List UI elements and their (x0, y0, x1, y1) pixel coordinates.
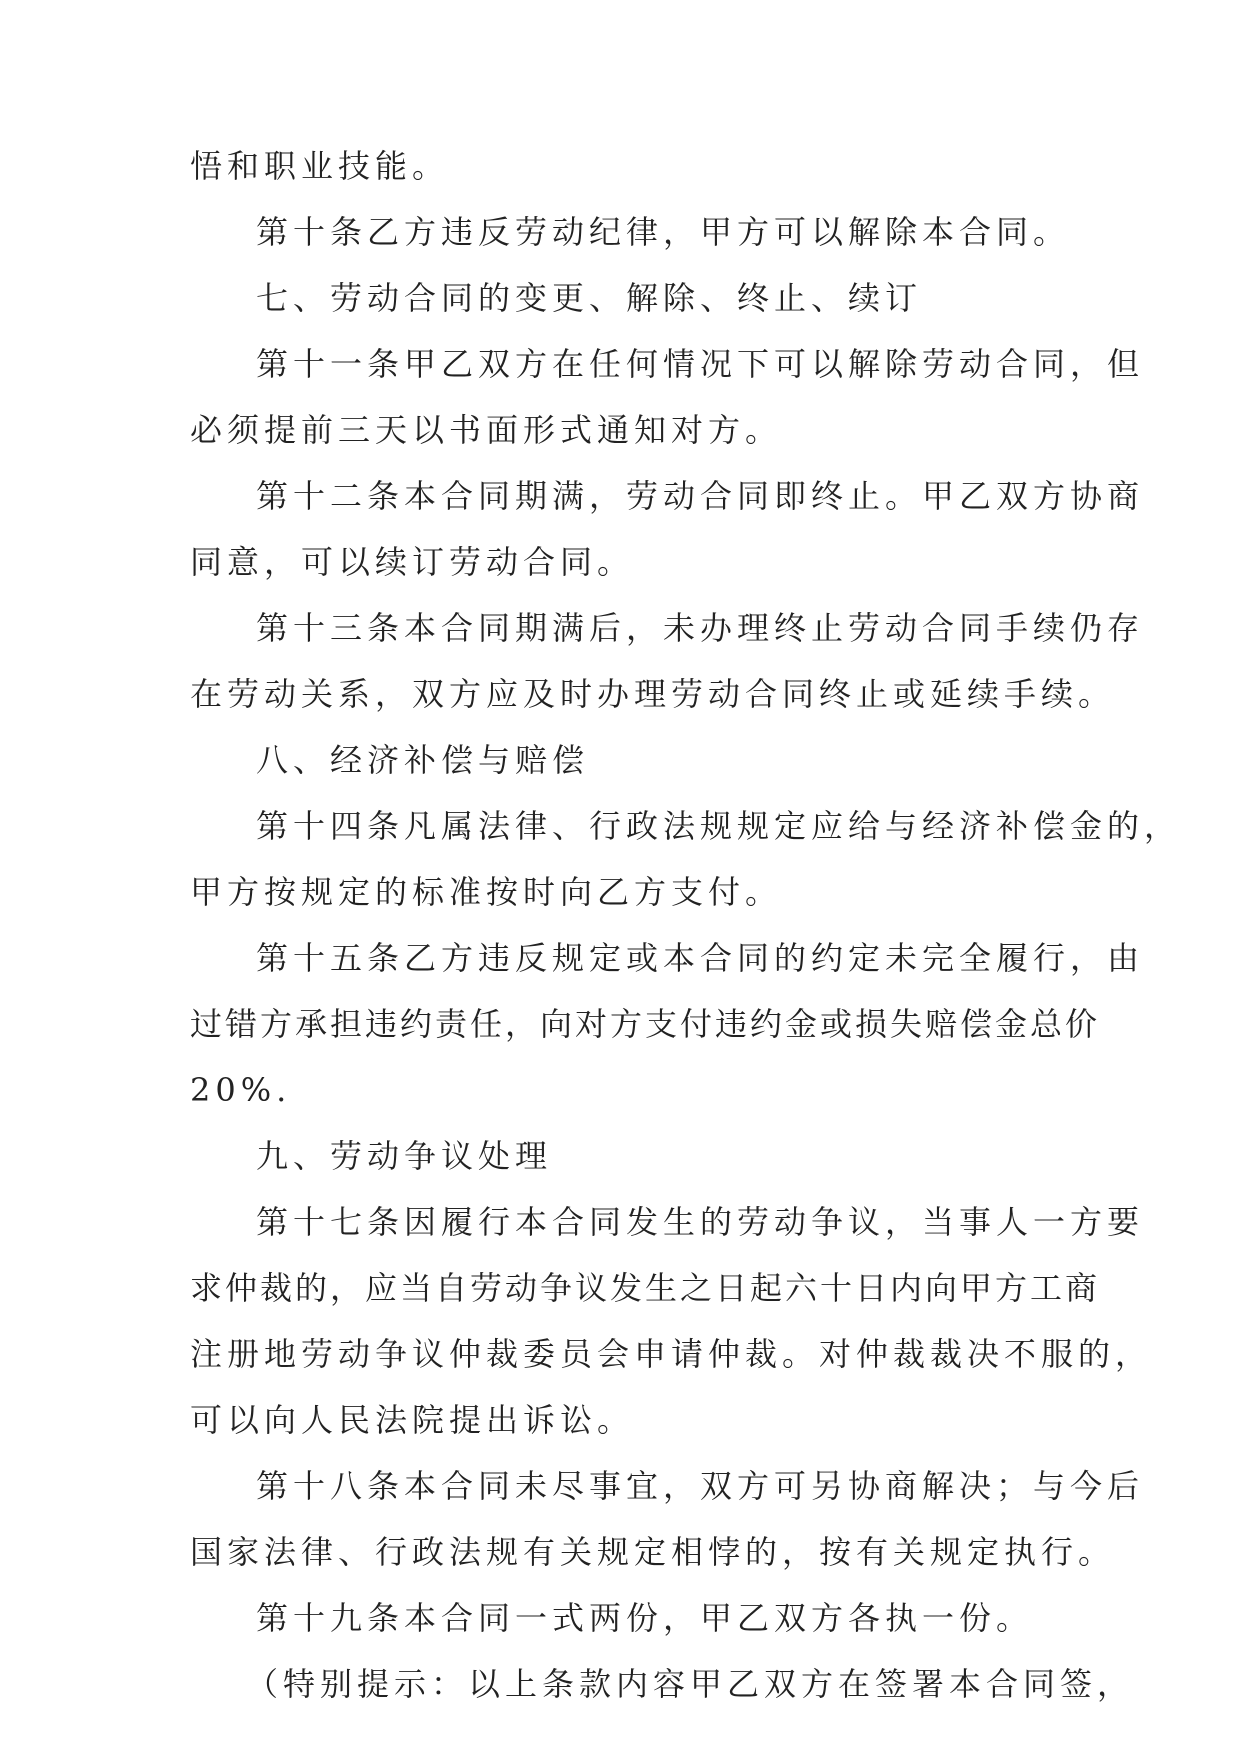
text-line: 过错方承担违约责任，向对方支付违约金或损失赔偿金总价 (190, 1005, 1101, 1043)
article-10: 第十条乙方违反劳动纪律，甲方可以解除本合同。 (256, 213, 1071, 251)
section-heading-8: 八、经济补偿与赔偿 (256, 741, 590, 779)
article-14: 第十四条凡属法律、行政法规规定应给与经济补偿金的， (256, 807, 1182, 845)
article-12: 第十二条本合同期满，劳动合同即终止。甲乙双方协商 (256, 477, 1145, 515)
text-line: 可以向人民法院提出诉讼。 (190, 1401, 635, 1439)
text-line: 注册地劳动争议仲裁委员会申请仲裁。对仲裁裁决不服的， (190, 1335, 1153, 1373)
article-18: 第十八条本合同未尽事宜，双方可另协商解决；与今后 (256, 1467, 1145, 1505)
text-line: 同意，可以续订劳动合同。 (190, 543, 635, 581)
text-line: 国家法律、行政法规有关规定相悖的，按有关规定执行。 (190, 1533, 1116, 1571)
special-note: （特别提示：以上条款内容甲乙双方在签署本合同签， (246, 1665, 1135, 1703)
section-heading-7: 七、劳动合同的变更、解除、终止、续订 (256, 279, 923, 317)
text-line: 甲方按规定的标准按时向乙方支付。 (190, 873, 783, 911)
article-19: 第十九条本合同一式两份，甲乙双方各执一份。 (256, 1599, 1034, 1637)
article-15: 第十五条乙方违反规定或本合同的约定未完全履行，由 (256, 939, 1145, 977)
article-13: 第十三条本合同期满后，未办理终止劳动合同手续仍存 (256, 609, 1145, 647)
text-line: 求仲裁的，应当自劳动争议发生之日起六十日内向甲方工商 (190, 1269, 1101, 1307)
text-line: 20%. (190, 1071, 292, 1109)
section-heading-9: 九、劳动争议处理 (256, 1137, 553, 1175)
text-line: 在劳动关系，双方应及时办理劳动合同终止或延续手续。 (190, 675, 1116, 713)
article-11: 第十一条甲乙双方在任何情况下可以解除劳动合同，但 (256, 345, 1145, 383)
article-17: 第十七条因履行本合同发生的劳动争议，当事人一方要 (256, 1203, 1145, 1241)
text-line: 悟和职业技能。 (190, 147, 450, 185)
text-line: 必须提前三天以书面形式通知对方。 (190, 411, 783, 449)
